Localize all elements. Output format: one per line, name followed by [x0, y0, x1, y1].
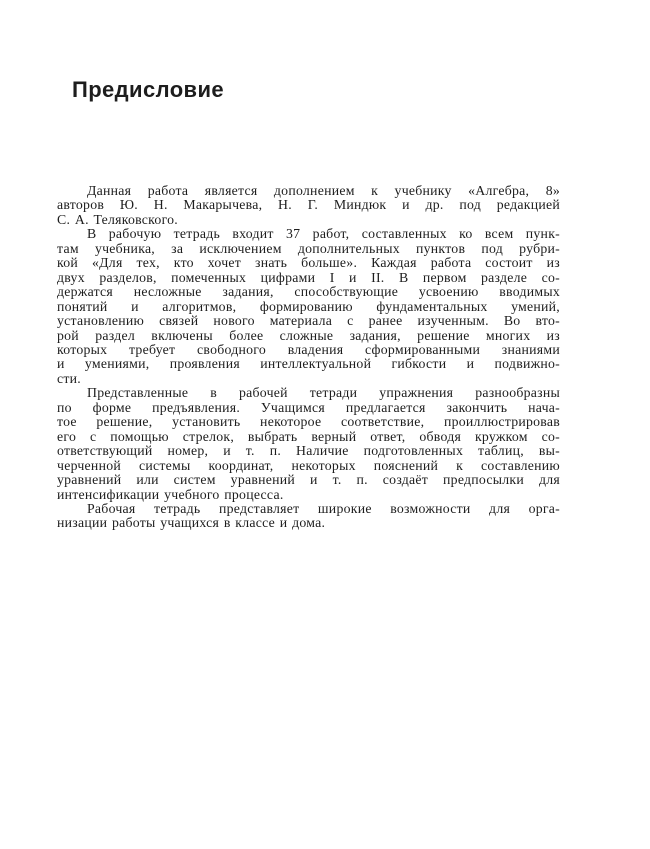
text-line: по форме предъявления. Учащимся предлагается закончить нача- — [57, 399, 560, 415]
text-line: С. А. Теляковского. — [57, 211, 178, 227]
text-line: там учебника, за исключением дополнительных пунктов под рубри- — [57, 240, 560, 256]
text-line: сти. — [57, 370, 81, 386]
text-line: его с помощью стрелок, выбрать верный ответ, обводя кружком со- — [57, 428, 560, 444]
text-line: черченной системы координат, некоторых пояснений к составлению — [57, 457, 560, 473]
page-title: Предисловие — [72, 76, 225, 102]
text-line: установлению связей нового материала с ранее изученным. Во вто- — [57, 313, 560, 329]
text-line: Рабочая тетрадь представляет широкие возможности для орга- — [87, 500, 560, 516]
text-line: В рабочую тетрадь входит 37 работ, составленных ко всем пунк- — [87, 226, 560, 242]
text-line: тое решение, установить некоторое соответствие, проиллюстрировав — [57, 414, 560, 430]
text-line: Представленные в рабочей тетради упражнения разнообразны — [87, 385, 560, 401]
text-line: кой «Для тех, кто хочет знать больше». Каждая работа состоит из — [57, 255, 560, 271]
text-line: и умениями, проявления интеллектуальной гибкости и подвижно- — [57, 356, 560, 372]
text-line: держатся несложные задания, способствующие усвоению вводимых — [57, 284, 560, 300]
text-line: интенсификации учебного процесса. — [57, 486, 284, 502]
text-line: двух разделов, помеченных цифрами I и II. В первом разделе со- — [57, 269, 560, 285]
text-line: низации работы учащихся в классе и дома. — [57, 515, 326, 531]
text-line: Данная работа является дополнением к учебнику «Алгебра, 8» — [87, 183, 560, 198]
text-line: которых требует свободного владения сформированными знаниями — [57, 341, 560, 357]
text-line: ответствующий номер, и т. п. Наличие подготовленных таблиц, вы- — [57, 443, 560, 459]
text-line: авторов Ю. Н. Макарычева, Н. Г. Миндюк и др. под редакцией — [57, 197, 560, 213]
text-line: понятий и алгоритмов, формированию фундаментальных умений, — [57, 298, 560, 314]
preface-body — [57, 184, 560, 531]
text-line: рой раздел включены более сложные задания, решение многих из — [57, 327, 560, 343]
text-line: уравнений или систем уравнений и т. п. создаёт предпосылки для — [57, 472, 560, 488]
